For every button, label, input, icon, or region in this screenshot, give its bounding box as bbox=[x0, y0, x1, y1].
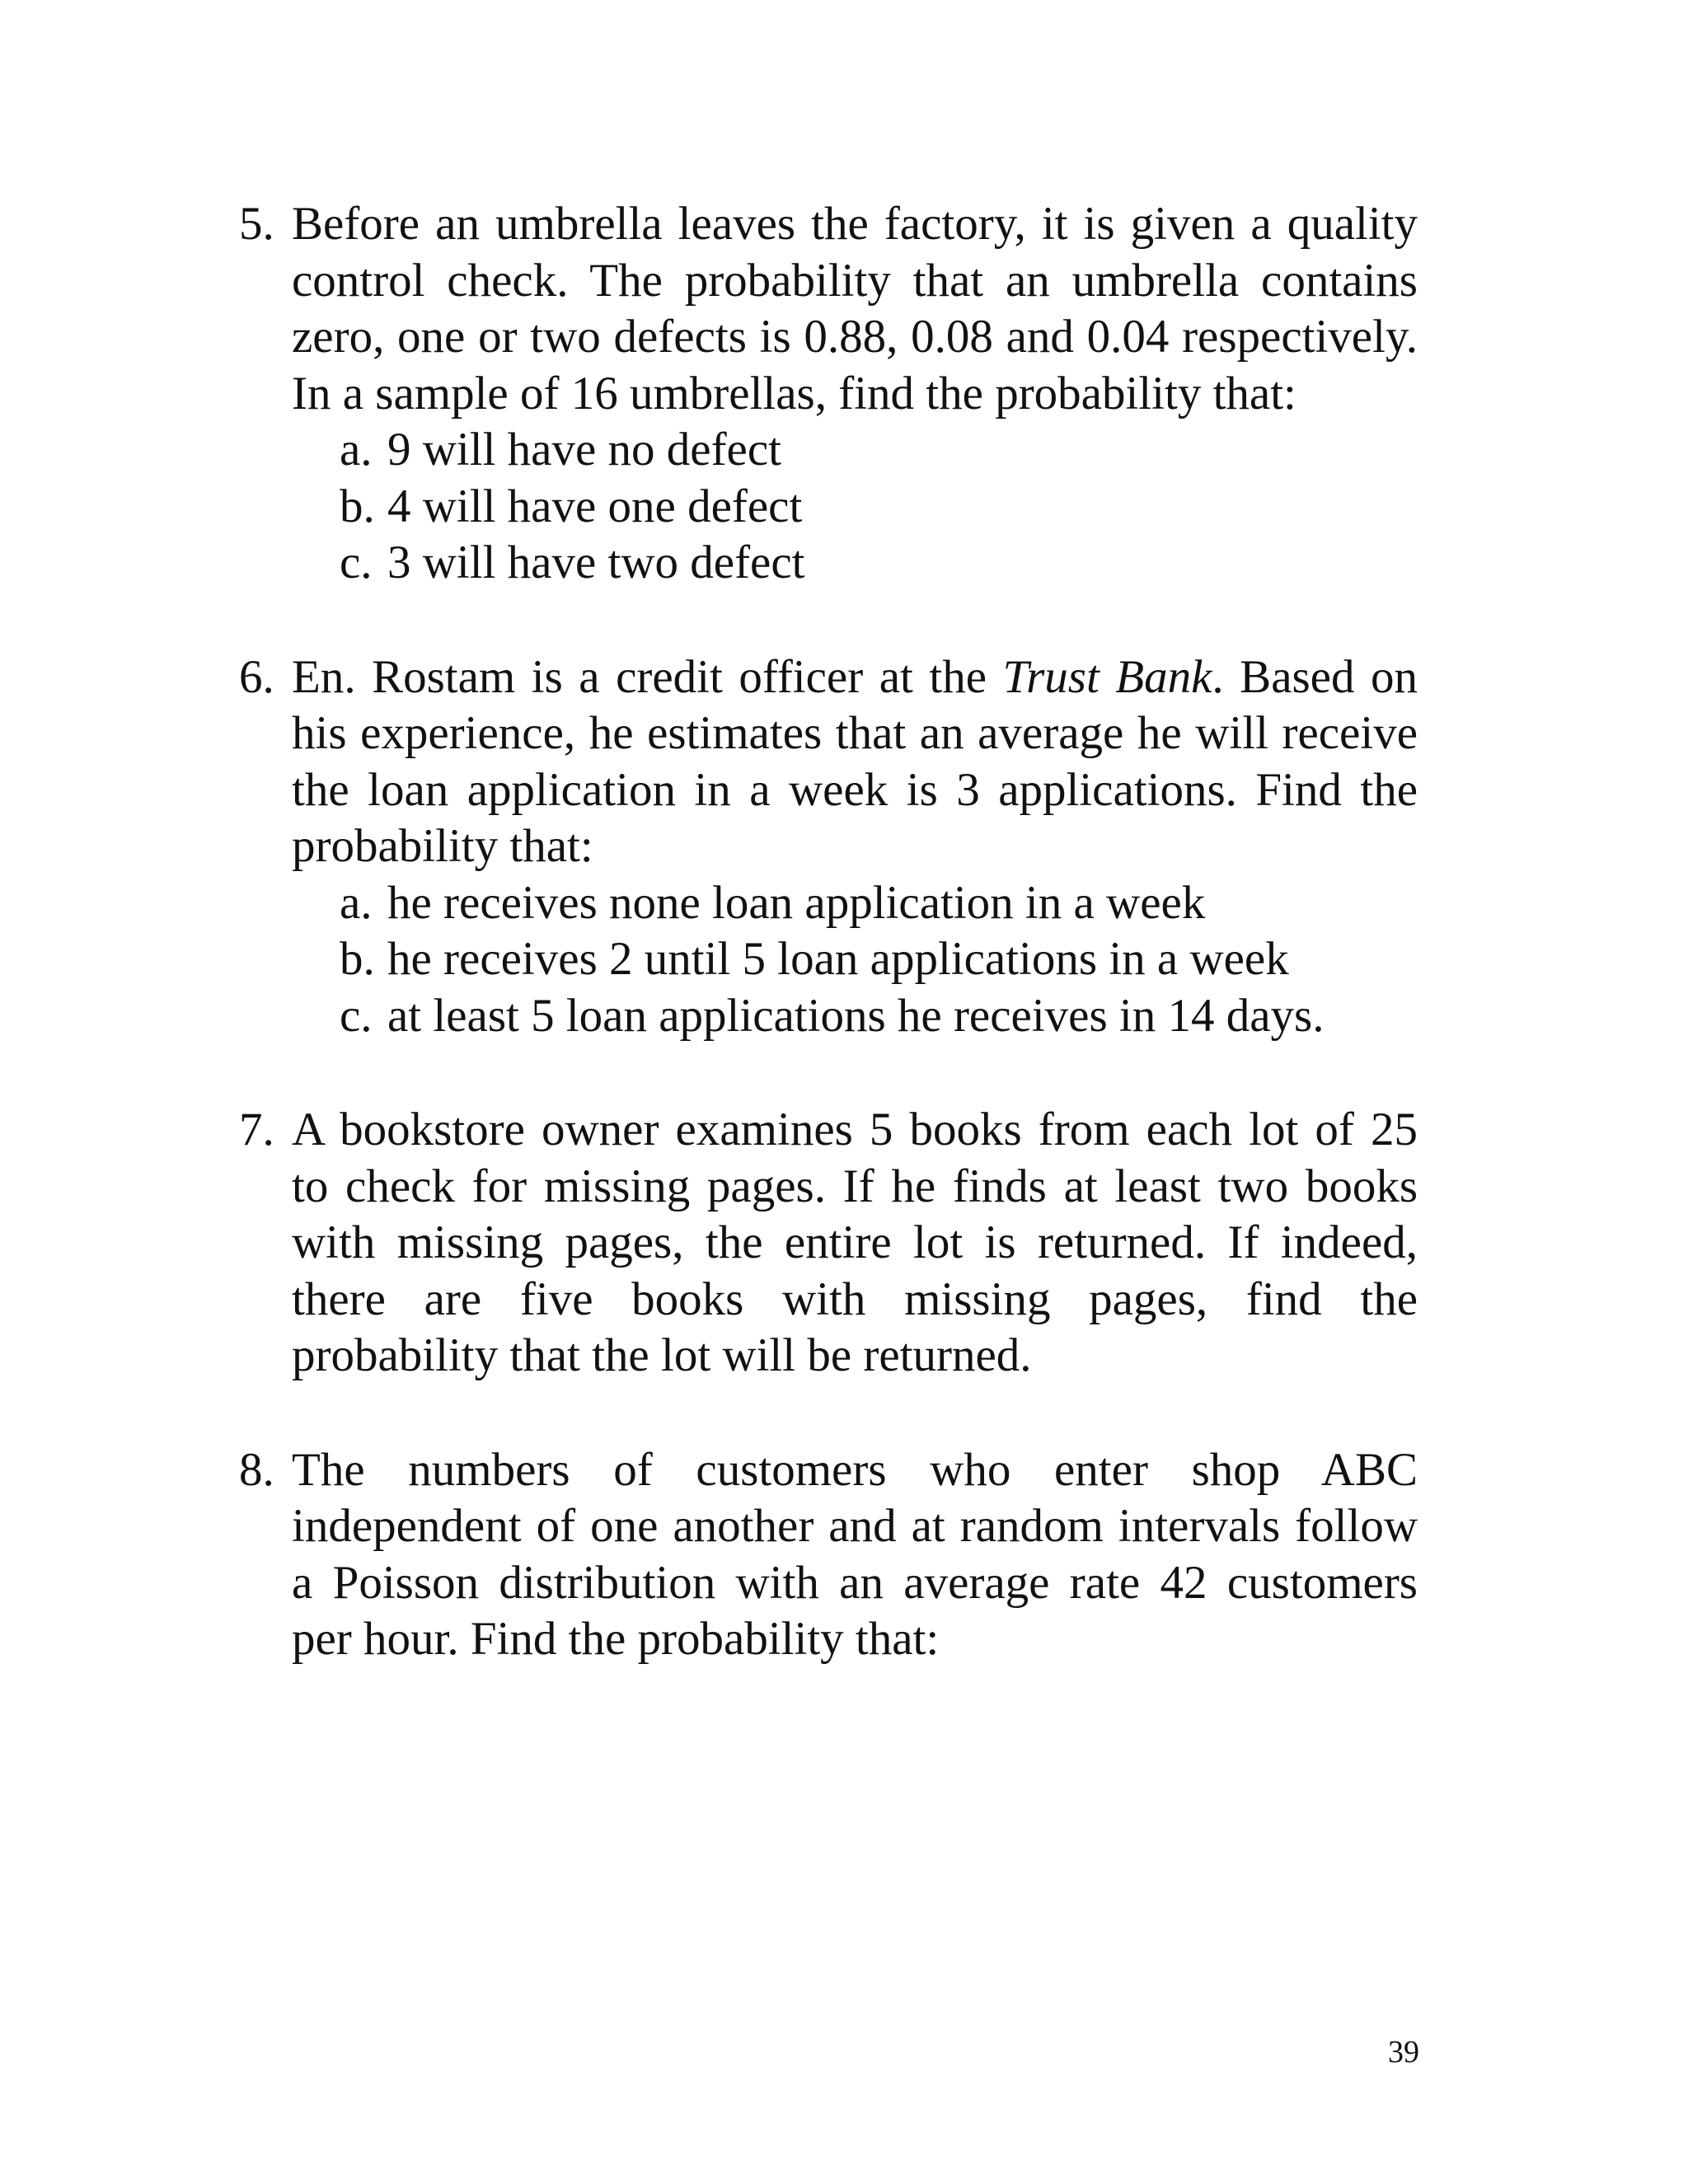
sub-question-list bbox=[292, 422, 1418, 592]
problem-number: 5. bbox=[239, 198, 274, 250]
problem-5 bbox=[239, 196, 1418, 592]
sub-question-letter: b. bbox=[340, 480, 375, 532]
problem-number: 8. bbox=[239, 1443, 274, 1496]
sub-question-text: at least 5 loan applications he receives in 14 days. bbox=[387, 989, 1325, 1042]
problem-text: A bookstore owner examines 5 books from each lot of 25 to check for missing pages. If he finds at least two books with missing pages, the entire lot is returned. If indeed, there are five books with missing pages, find the probability that the lot will be returned. bbox=[292, 1104, 1418, 1381]
sub-question-text: 3 will have two defect bbox=[387, 537, 805, 588]
problem-body bbox=[292, 1102, 1418, 1385]
problem-text: The numbers of customers who enter shop ABC independent of one another and at random intervals follow a Poisson distribution with an average rate 42 customers per hour. Find the probability that: bbox=[292, 1443, 1418, 1665]
problem-number: 7. bbox=[239, 1104, 274, 1155]
problem-8 bbox=[239, 1442, 1418, 1668]
bank-name: Trust Bank bbox=[1002, 650, 1212, 703]
sub-question-letter: c. bbox=[340, 989, 373, 1042]
sub-question bbox=[340, 479, 1418, 536]
problem-text-start: En. Rostam is a credit officer at the bbox=[292, 650, 1003, 703]
sub-question bbox=[340, 535, 1418, 592]
sub-question-text: he receives 2 until 5 loan applications in a week bbox=[387, 933, 1289, 985]
problem-text bbox=[292, 649, 1418, 875]
sub-question-list bbox=[292, 875, 1418, 1045]
sub-question-letter: a. bbox=[340, 876, 373, 929]
problem-list bbox=[239, 196, 1418, 1668]
problem-7 bbox=[239, 1102, 1418, 1385]
sub-question-text: he receives none loan application in a week bbox=[387, 876, 1206, 929]
sub-question-text: 4 will have one defect bbox=[387, 480, 803, 532]
sub-question bbox=[340, 422, 1418, 479]
sub-question-letter: c. bbox=[340, 537, 373, 588]
sub-question bbox=[340, 988, 1418, 1045]
problem-body bbox=[292, 1442, 1418, 1668]
page-number: 39 bbox=[1388, 2035, 1419, 2069]
sub-question-text: 9 will have no defect bbox=[387, 424, 781, 476]
problem-text-end: . Based on his experience, he estimates that an average he will receive the loan application in a week is 3 applications. Find the probability that: bbox=[292, 650, 1418, 872]
sub-question bbox=[340, 875, 1418, 932]
problem-body bbox=[292, 196, 1418, 592]
problem-body bbox=[292, 649, 1418, 1045]
problem-number: 6. bbox=[239, 650, 274, 703]
sub-question bbox=[340, 931, 1418, 988]
problem-6 bbox=[239, 649, 1418, 1045]
sub-question-letter: a. bbox=[340, 424, 373, 476]
sub-question-letter: b. bbox=[340, 933, 375, 985]
problem-text: Before an umbrella leaves the factory, it is given a quality control check. The probability that an umbrella contains zero, one or two defects is 0.88, 0.08 and 0.04 respectively. In a sample of 16 umbrellas, find the probability that: bbox=[292, 198, 1418, 419]
